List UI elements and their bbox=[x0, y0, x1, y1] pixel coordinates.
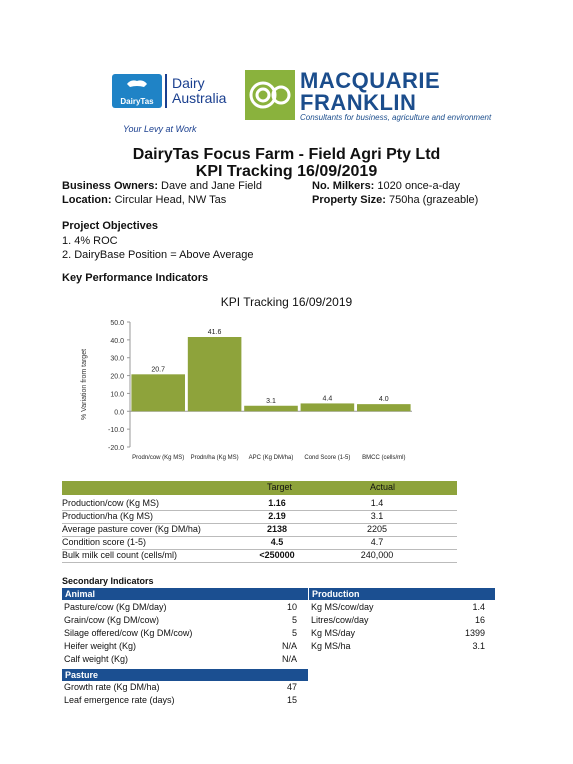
y-tick-label: 0.0 bbox=[114, 409, 124, 417]
chart-title: KPI Tracking 16/09/2019 bbox=[220, 295, 353, 309]
dairy-australia-line-2: Australia bbox=[172, 90, 227, 106]
dairytas-logo bbox=[112, 74, 162, 108]
location-line bbox=[62, 194, 226, 206]
kpi-row-divider bbox=[62, 562, 457, 563]
production-row bbox=[309, 602, 495, 615]
kpi-row-label: Condition score (1-5) bbox=[62, 537, 147, 547]
animal-row-value: 5 bbox=[291, 615, 297, 625]
spiral-icon bbox=[245, 70, 295, 120]
objective-1: 1. 4% ROC bbox=[62, 235, 118, 247]
production-row-label: Kg MS/ha bbox=[311, 641, 351, 651]
pasture-row-label: Growth rate (Kg DM/ha) bbox=[64, 682, 160, 692]
y-tick-label: -20.0 bbox=[108, 445, 124, 452]
animal-row bbox=[62, 641, 308, 654]
dairy-australia-divider bbox=[165, 74, 167, 108]
milkers-label: No. Milkers: bbox=[312, 180, 375, 192]
mf-line-2: FRANKLIN bbox=[300, 90, 417, 115]
pasture-section-label: Pasture bbox=[65, 670, 99, 680]
kpi-row-actual: 240,000 bbox=[360, 550, 394, 560]
kpi-row-label: Production/ha (Kg MS) bbox=[62, 511, 154, 521]
production-row-label: Kg MS/cow/day bbox=[311, 602, 374, 612]
animal-row-value: N/A bbox=[281, 641, 297, 651]
production-section-label: Production bbox=[312, 589, 360, 599]
owners-label: Business Owners: bbox=[62, 180, 158, 192]
dairy-australia-line-1: Dairy bbox=[172, 75, 205, 91]
macquarie-franklin-logo-text bbox=[300, 70, 440, 114]
animal-row bbox=[62, 602, 308, 615]
kpi-row-target: 1.16 bbox=[268, 498, 286, 508]
dairytas-logo-text: DairyTas bbox=[120, 97, 154, 106]
animal-row-value: 5 bbox=[291, 628, 297, 638]
kpi-heading: Key Performance Indicators bbox=[62, 272, 209, 284]
animal-row-label: Calf weight (Kg) bbox=[64, 654, 129, 664]
kpi-col-target: Target bbox=[267, 482, 293, 492]
y-tick-label: 10.0 bbox=[110, 391, 124, 399]
objective-2: 2. DairyBase Position = Above Average bbox=[62, 249, 254, 261]
animal-row bbox=[62, 654, 308, 667]
location-value: Circular Head, NW Tas bbox=[114, 194, 227, 206]
kpi-row-target: 4.5 bbox=[270, 537, 284, 547]
milkers-value: 1020 once-a-day bbox=[377, 180, 460, 192]
pasture-row bbox=[62, 682, 308, 695]
kpi-row-target: <250000 bbox=[259, 550, 295, 560]
production-row-value: 3.1 bbox=[472, 641, 485, 651]
page-subtitle: KPI Tracking 16/09/2019 bbox=[195, 163, 378, 180]
chart-bar bbox=[244, 406, 298, 412]
production-row bbox=[309, 641, 495, 654]
kpi-row-actual: 4.7 bbox=[370, 537, 384, 547]
pasture-row-value: 47 bbox=[286, 682, 297, 692]
production-row-label: Litres/cow/day bbox=[311, 615, 369, 625]
bar-value-label: 4.4 bbox=[322, 395, 333, 403]
y-tick-label: 30.0 bbox=[110, 355, 124, 363]
production-row-label: Kg MS/day bbox=[311, 628, 356, 638]
pasture-row bbox=[62, 695, 308, 708]
kpi-bar-chart bbox=[62, 310, 462, 475]
production-row-value: 1.4 bbox=[472, 602, 485, 612]
pasture-row-label: Leaf emergence rate (days) bbox=[64, 695, 175, 705]
milkers-line bbox=[312, 180, 460, 192]
animal-row bbox=[62, 628, 308, 641]
y-tick-label: 50.0 bbox=[110, 320, 124, 327]
macquarie-franklin-tagline: Consultants for business, agriculture and environment bbox=[300, 113, 492, 122]
mf-line-1: MACQUARIE bbox=[300, 68, 441, 93]
kpi-row-actual: 2205 bbox=[366, 524, 388, 534]
animal-row-value: 10 bbox=[286, 602, 297, 612]
x-category-label: Prodn/cow (Kg MS) bbox=[132, 455, 185, 461]
y-tick-label: 20.0 bbox=[110, 373, 124, 381]
y-axis-label: % Variation from target bbox=[81, 348, 88, 421]
animal-row-label: Silage offered/cow (Kg DM/cow) bbox=[64, 628, 193, 638]
production-section-bar bbox=[309, 588, 495, 600]
kpi-row-target: 2138 bbox=[266, 524, 288, 534]
location-label: Location: bbox=[62, 194, 112, 206]
y-tick-label: -10.0 bbox=[108, 427, 124, 435]
animal-section-bar bbox=[62, 588, 308, 600]
page-title: DairyTas Focus Farm - Field Agri Pty Ltd bbox=[132, 146, 441, 163]
dairy-australia-logo bbox=[172, 76, 226, 106]
macquarie-franklin-logo-mark bbox=[245, 70, 295, 120]
chart-bar bbox=[188, 337, 242, 411]
cow-icon bbox=[125, 78, 149, 94]
kpi-row-actual: 3.1 bbox=[370, 511, 384, 521]
kpi-row-target: 2.19 bbox=[268, 511, 286, 521]
pasture-section-bar bbox=[62, 669, 308, 681]
production-row bbox=[309, 615, 495, 628]
kpi-row-label: Average pasture cover (Kg DM/ha) bbox=[62, 524, 201, 534]
owners-value: Dave and Jane Field bbox=[161, 180, 262, 192]
owners-line bbox=[62, 180, 262, 192]
chart-bar bbox=[357, 404, 411, 411]
kpi-row-label: Production/cow (Kg MS) bbox=[62, 498, 160, 508]
chart-bar bbox=[301, 403, 355, 411]
x-category-label: Cond Score (1-5) bbox=[304, 455, 351, 461]
animal-row-label: Heifer weight (Kg) bbox=[64, 641, 137, 651]
animal-row-value: N/A bbox=[281, 654, 297, 664]
kpi-row-actual: 1.4 bbox=[370, 498, 384, 508]
y-tick-label: 40.0 bbox=[110, 337, 124, 345]
bar-value-label: 20.7 bbox=[151, 366, 166, 374]
animal-row-label: Grain/cow (Kg DM/cow) bbox=[64, 615, 160, 625]
secondary-heading: Secondary Indicators bbox=[62, 576, 154, 586]
size-value: 750ha (grazeable) bbox=[389, 194, 479, 206]
animal-section-label: Animal bbox=[65, 589, 96, 599]
chart-bar bbox=[131, 374, 185, 411]
production-row bbox=[309, 628, 495, 641]
levy-tagline: Your Levy at Work bbox=[123, 124, 197, 134]
kpi-row-label: Bulk milk cell count (cells/ml) bbox=[62, 550, 178, 560]
x-category-label: Prodn/ha (Kg MS) bbox=[190, 455, 239, 461]
bar-value-label: 3.1 bbox=[266, 397, 276, 405]
x-category-label: BMCC (cells/ml) bbox=[362, 455, 406, 461]
size-label: Property Size: bbox=[312, 194, 386, 206]
x-category-label: APC (Kg DM/ha) bbox=[248, 455, 294, 461]
kpi-col-actual: Actual bbox=[370, 482, 396, 492]
bar-value-label: 41.6 bbox=[207, 329, 222, 336]
bar-value-label: 4.0 bbox=[378, 396, 389, 404]
production-row-value: 16 bbox=[474, 615, 485, 625]
kpi-table-header bbox=[62, 481, 457, 495]
objectives-heading: Project Objectives bbox=[62, 220, 158, 232]
production-row-value: 1399 bbox=[464, 628, 485, 638]
pasture-row-value: 15 bbox=[286, 695, 297, 705]
animal-row-label: Pasture/cow (Kg DM/day) bbox=[64, 602, 167, 612]
animal-row bbox=[62, 615, 308, 628]
size-line bbox=[312, 194, 478, 206]
